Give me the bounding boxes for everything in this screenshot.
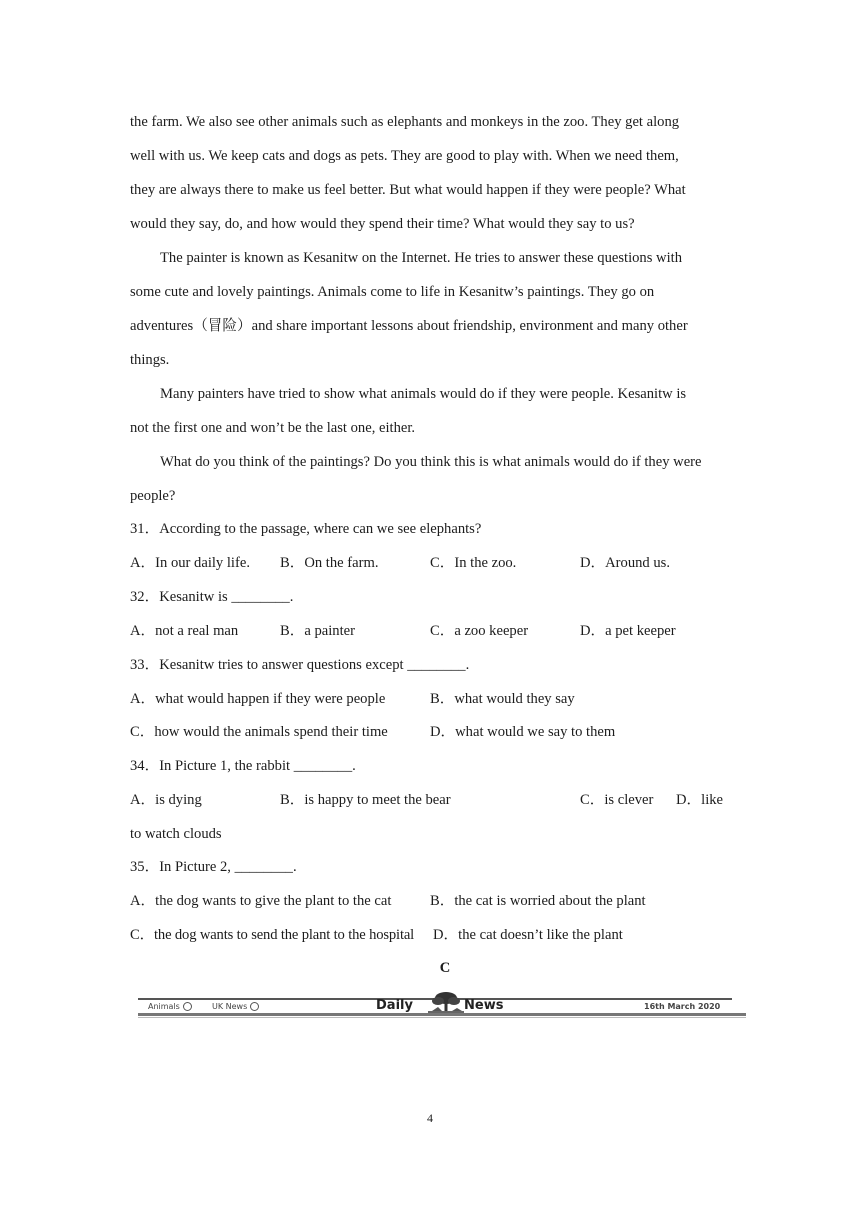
question-option: D．a pet keeper: [580, 623, 676, 639]
question-option: D．the cat doesn’t like the plant: [433, 927, 623, 943]
section-heading: C: [439, 960, 451, 976]
passage-line: The painter is known as Kesanitw on the Internet. He tries to answer these questions with: [160, 250, 683, 266]
tree-logo-icon: [426, 991, 466, 1015]
question-option: B．a painter: [280, 623, 355, 639]
question-stem: 32．Kesanitw is ________.: [130, 589, 294, 605]
banner-date: 16th March 2020: [644, 1002, 721, 1011]
question-option: B．is happy to meet the bear: [280, 792, 451, 808]
question-option: C．how would the animals spend their time: [130, 724, 388, 740]
globe-icon: [250, 1002, 259, 1011]
question-option-wrap: to watch clouds: [130, 826, 222, 842]
masthead-right: News: [464, 998, 504, 1013]
question-option: A．In our daily life.: [130, 555, 250, 571]
question-option: D．what would we say to them: [430, 724, 616, 740]
passage-line: things.: [130, 352, 170, 368]
masthead-left: Daily: [376, 998, 413, 1013]
question-stem: 35．In Picture 2, ________.: [130, 859, 297, 875]
question-option: D．Around us.: [580, 555, 670, 571]
passage-line: Many painters have tried to show what animals would do if they were people. Kesanitw is: [160, 386, 687, 402]
passage-line: would they say, do, and how would they spend their time? What would they say to us?: [130, 216, 635, 232]
question-option: C．In the zoo.: [430, 555, 517, 571]
question-option: B．On the farm.: [280, 555, 379, 571]
question-option: B．the cat is worried about the plant: [430, 893, 646, 909]
passage-line: the farm. We also see other animals such as elephants and monkeys in the zoo. They get along: [130, 114, 680, 130]
question-stem: 33．Kesanitw tries to answer questions except ________.: [130, 657, 470, 673]
question-option: A．the dog wants to give the plant to the cat: [130, 893, 392, 909]
passage-line: people?: [130, 488, 176, 504]
passage-line: not the first one and won’t be the last one, either.: [130, 420, 416, 436]
question-option: A．what would happen if they were people: [130, 691, 386, 707]
passage-line: adventures（冒险）and share important lessons about friendship, environment and many other: [130, 318, 688, 334]
question-stem: 34．In Picture 1, the rabbit ________.: [130, 758, 356, 774]
question-option: A．not a real man: [130, 623, 239, 639]
passage-line: well with us. We keep cats and dogs as pets. They are good to play with. When we need them,: [130, 148, 679, 164]
banner-item: Animals: [148, 1002, 192, 1012]
banner-item: UK News: [212, 1002, 259, 1012]
question-option: C．is clever: [580, 792, 654, 808]
question-option: B．what would they say: [430, 691, 575, 707]
passage-line: they are always there to make us feel better. But what would happen if they were people? What: [130, 182, 686, 198]
passage-line: some cute and lovely paintings. Animals come to life in Kesanitw’s paintings. They go on: [130, 284, 655, 300]
circle-icon: [183, 1002, 192, 1011]
question-option: D．like: [676, 792, 724, 808]
question-stem: 31．According to the passage, where can we see elephants?: [130, 521, 482, 537]
question-option: C．the dog wants to send the plant to the hospital: [130, 927, 415, 943]
question-option: A．is dying: [130, 792, 202, 808]
banner-rule: [138, 1017, 746, 1018]
page-number: 4: [427, 1111, 433, 1125]
newspaper-banner: [138, 995, 746, 1021]
question-option: C．a zoo keeper: [430, 623, 529, 639]
passage-line: What do you think of the paintings? Do you think this is what animals would do if they were: [160, 454, 702, 470]
